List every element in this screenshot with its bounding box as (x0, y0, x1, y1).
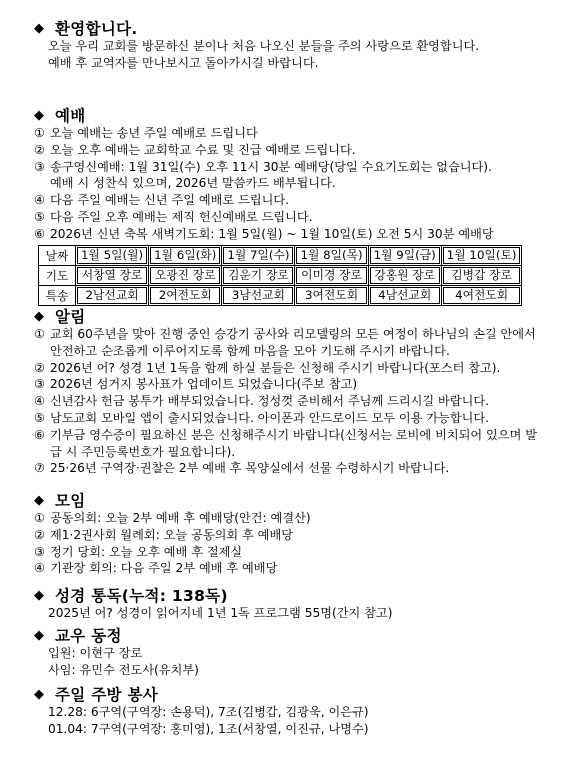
list-item (34, 125, 538, 142)
table-cell (149, 285, 222, 305)
item-text: 다음 주일 오후 예배는 제직 헌신예배로 드립니다. (50, 209, 313, 224)
table-header-cell (368, 245, 441, 265)
cell-text: 2남선교회 (77, 287, 147, 304)
members-line: 사임: 유민수 전도사(유치부) (48, 662, 199, 677)
item-number: ② (34, 142, 45, 157)
table-cell (222, 265, 295, 285)
item-number: ③ (34, 377, 45, 392)
item-number: ② (34, 527, 45, 542)
table-cell (76, 265, 149, 285)
item-number: ④ (34, 394, 45, 409)
notices-heading (34, 306, 538, 326)
diamond-icon: ◆ (34, 587, 45, 603)
table-cell (441, 285, 522, 305)
item-text: 오늘 예배는 송년 주일 예배로 드립니다 (50, 126, 258, 140)
welcome-line: 오늘 우리 교회를 방문하신 분이나 처음 나오신 분들을 주의 사랑으로 환영합니다. (48, 39, 480, 53)
item-number: ⑦ (34, 461, 45, 476)
kitchen-line: 01.04: 7구역(구역장: 홍미영), 1조(서창열, 이진규, 나명수) (48, 721, 369, 736)
kitchen-service-section (34, 684, 538, 738)
date-label: 1월 8일(목) (296, 247, 366, 264)
item-text: 제1·2권사회 월례회: 오늘 공동의회 후 예배당 (50, 527, 294, 542)
table-header-cell (441, 245, 522, 265)
list-item (34, 326, 538, 360)
item-number: ③ (34, 159, 45, 174)
item-text: 25·26년 구역장·권찰은 2부 예배 후 목양실에서 선물 수령하시기 바랍니다. (50, 461, 450, 476)
list-item (34, 192, 538, 209)
date-label: 1월 10일(토) (443, 247, 521, 264)
worship-section (34, 105, 538, 306)
diamond-icon: ◆ (34, 107, 45, 123)
table-cell (295, 285, 368, 305)
welcome-title: 환영합니다. (55, 20, 138, 38)
cell-text: 3여전도회 (296, 287, 366, 304)
table-row-label: 기도 (39, 265, 76, 285)
bible-title: 성경 통독(누적: 138독) (55, 587, 228, 605)
item-text: 공동의회: 오늘 2부 예배 후 예배당(안건: 예결산) (50, 511, 311, 525)
cell-text: 김운기 장로 (223, 267, 293, 284)
table-cell (295, 265, 368, 285)
item-number: ④ (34, 193, 45, 208)
list-item (34, 209, 538, 226)
list-item (34, 527, 538, 544)
date-label: 1월 6일(화) (150, 247, 220, 264)
kitchen-heading (34, 684, 538, 704)
list-item (34, 410, 538, 427)
cell-text: 오광진 장로 (150, 267, 220, 284)
list-item (34, 159, 538, 176)
table-row (39, 265, 522, 285)
table-cell (222, 285, 295, 305)
meetings-section (34, 490, 538, 577)
table-cell (76, 285, 149, 305)
table-cell (368, 265, 441, 285)
diamond-icon: ◆ (34, 308, 45, 324)
cell-text: 4남선교회 (370, 287, 440, 304)
item-text: 오늘 오후 예배는 교회학교 수료 및 진급 예배로 드립니다. (50, 142, 356, 157)
table-row-label: 특송 (39, 285, 76, 305)
list-item (34, 393, 538, 410)
bible-line: 2025년 어? 성경이 읽어지네 1년 1독 프로그램 55명(간지 참고) (48, 606, 393, 620)
kitchen-line: 12.28: 6구역(구역장: 손용덕), 7조(김병갑, 김광욱, 이은규) (48, 705, 369, 719)
item-number: ③ (34, 544, 45, 559)
date-label: 1월 7일(수) (223, 247, 293, 264)
item-text: 2026년 섬거지 봉사표가 업데이트 되었습니다(주보 참고) (50, 377, 358, 392)
dawn-prayer-schedule-table (38, 245, 522, 306)
item-text: 교회 60주년을 맞아 진행 중인 승강기 공사와 리모델링의 모든 여정이 하나님의 손길 안에서 안전하고 순조롭게 이루어지도록 함께 마음을 모아 기도해 주시기 바랍니다. (50, 327, 536, 358)
item-number: ② (34, 360, 45, 375)
welcome-heading (34, 18, 538, 38)
members-news-section (34, 625, 538, 679)
list-item-continuation (34, 175, 538, 192)
item-text: 송구영신예배: 1월 31일(수) 오후 11시 30분 예배당(당일 수요기도회는 없습니다). (50, 159, 492, 174)
list-item (34, 376, 538, 393)
members-title: 교우 동정 (55, 627, 122, 645)
worship-title: 예배 (55, 107, 86, 125)
welcome-line: 예배 후 교역자를 만나보시고 돌아가시길 바랍니다. (48, 55, 319, 70)
item-text: 2026년 신년 축복 새벽기도회: 1월 5일(월) ~ 1월 10일(토) 오전 5시 30분 예배당 (50, 226, 494, 241)
worship-heading (34, 105, 538, 125)
item-number: ① (34, 327, 45, 341)
members-heading (34, 625, 538, 645)
item-number: ⑤ (34, 209, 45, 224)
notices-section (34, 306, 538, 477)
notices-title: 알림 (55, 308, 86, 326)
bible-heading (34, 585, 538, 605)
table-cell (149, 265, 222, 285)
table-header-cell (222, 245, 295, 265)
item-text: 정기 당회: 오늘 오후 예배 후 절제실 (50, 544, 243, 559)
table-row (39, 285, 522, 305)
item-number: ① (34, 126, 45, 140)
bible-reading-section (34, 585, 538, 622)
item-text: 기관장 회의: 다음 주일 2부 예배 후 예배당 (50, 561, 278, 576)
table-cell (368, 285, 441, 305)
cell-text: 김병갑 장로 (443, 267, 521, 284)
item-number: ⑤ (34, 410, 45, 425)
members-line: 입원: 이현구 장로 (48, 646, 143, 660)
item-text: 신년감사 헌금 봉투가 배부되었습니다. 정성껏 준비해서 주님께 드리시길 바랍니다. (50, 394, 490, 409)
list-item (34, 427, 538, 461)
diamond-icon: ◆ (34, 20, 45, 36)
item-number-spacer (34, 175, 50, 192)
item-number: ⑥ (34, 226, 45, 241)
item-text: 다음 주일 예배는 신년 주일 예배로 드립니다. (50, 193, 290, 208)
table-header-cell (295, 245, 368, 265)
item-text: 2026년 어? 성경 1년 1독을 함께 하실 분들은 신청해 주시기 바랍니다(포스터 참고). (50, 360, 501, 375)
list-item (34, 544, 538, 561)
diamond-icon: ◆ (34, 492, 45, 508)
list-item (34, 360, 538, 377)
list-item (34, 510, 538, 527)
meetings-title: 모임 (55, 492, 86, 510)
table-row (39, 245, 522, 265)
cell-text: 강홍원 장로 (370, 267, 440, 284)
table-header-cell: 날짜 (39, 245, 76, 265)
table-header-cell (76, 245, 149, 265)
item-text: 남도교회 모바일 앱이 출시되었습니다. 아이폰과 안드로이드 모두 이용 가능합니다. (50, 410, 490, 425)
cell-text: 4여전도회 (443, 287, 521, 304)
date-label: 1월 5일(월) (77, 247, 147, 264)
item-number: ⑥ (34, 427, 45, 442)
diamond-icon: ◆ (34, 686, 45, 702)
table-cell (441, 265, 522, 285)
list-item (34, 226, 538, 243)
table-header-cell (149, 245, 222, 265)
kitchen-title: 주일 주방 봉사 (55, 686, 159, 704)
item-number: ④ (34, 561, 45, 576)
list-item (34, 142, 538, 159)
item-text: 예배 시 성찬식 있으며, 2026년 말씀카드 배부됩니다. (50, 176, 336, 191)
item-text: 기부금 영수증이 필요하신 분은 신청해주시기 바랍니다(신청서는 로비에 비치되어 있으며 발급 시 주민등록번호가 필요합니다). (50, 427, 537, 459)
item-number: ① (34, 511, 45, 525)
welcome-section (34, 18, 538, 72)
meetings-heading (34, 490, 538, 510)
diamond-icon: ◆ (34, 627, 45, 643)
list-item (34, 560, 538, 577)
cell-text: 3남선교회 (223, 287, 293, 304)
cell-text: 2여전도회 (150, 287, 220, 304)
list-item (34, 460, 538, 477)
cell-text: 이미경 장로 (296, 267, 366, 284)
date-label: 1월 9일(금) (370, 247, 440, 264)
cell-text: 서창열 장로 (77, 267, 147, 284)
